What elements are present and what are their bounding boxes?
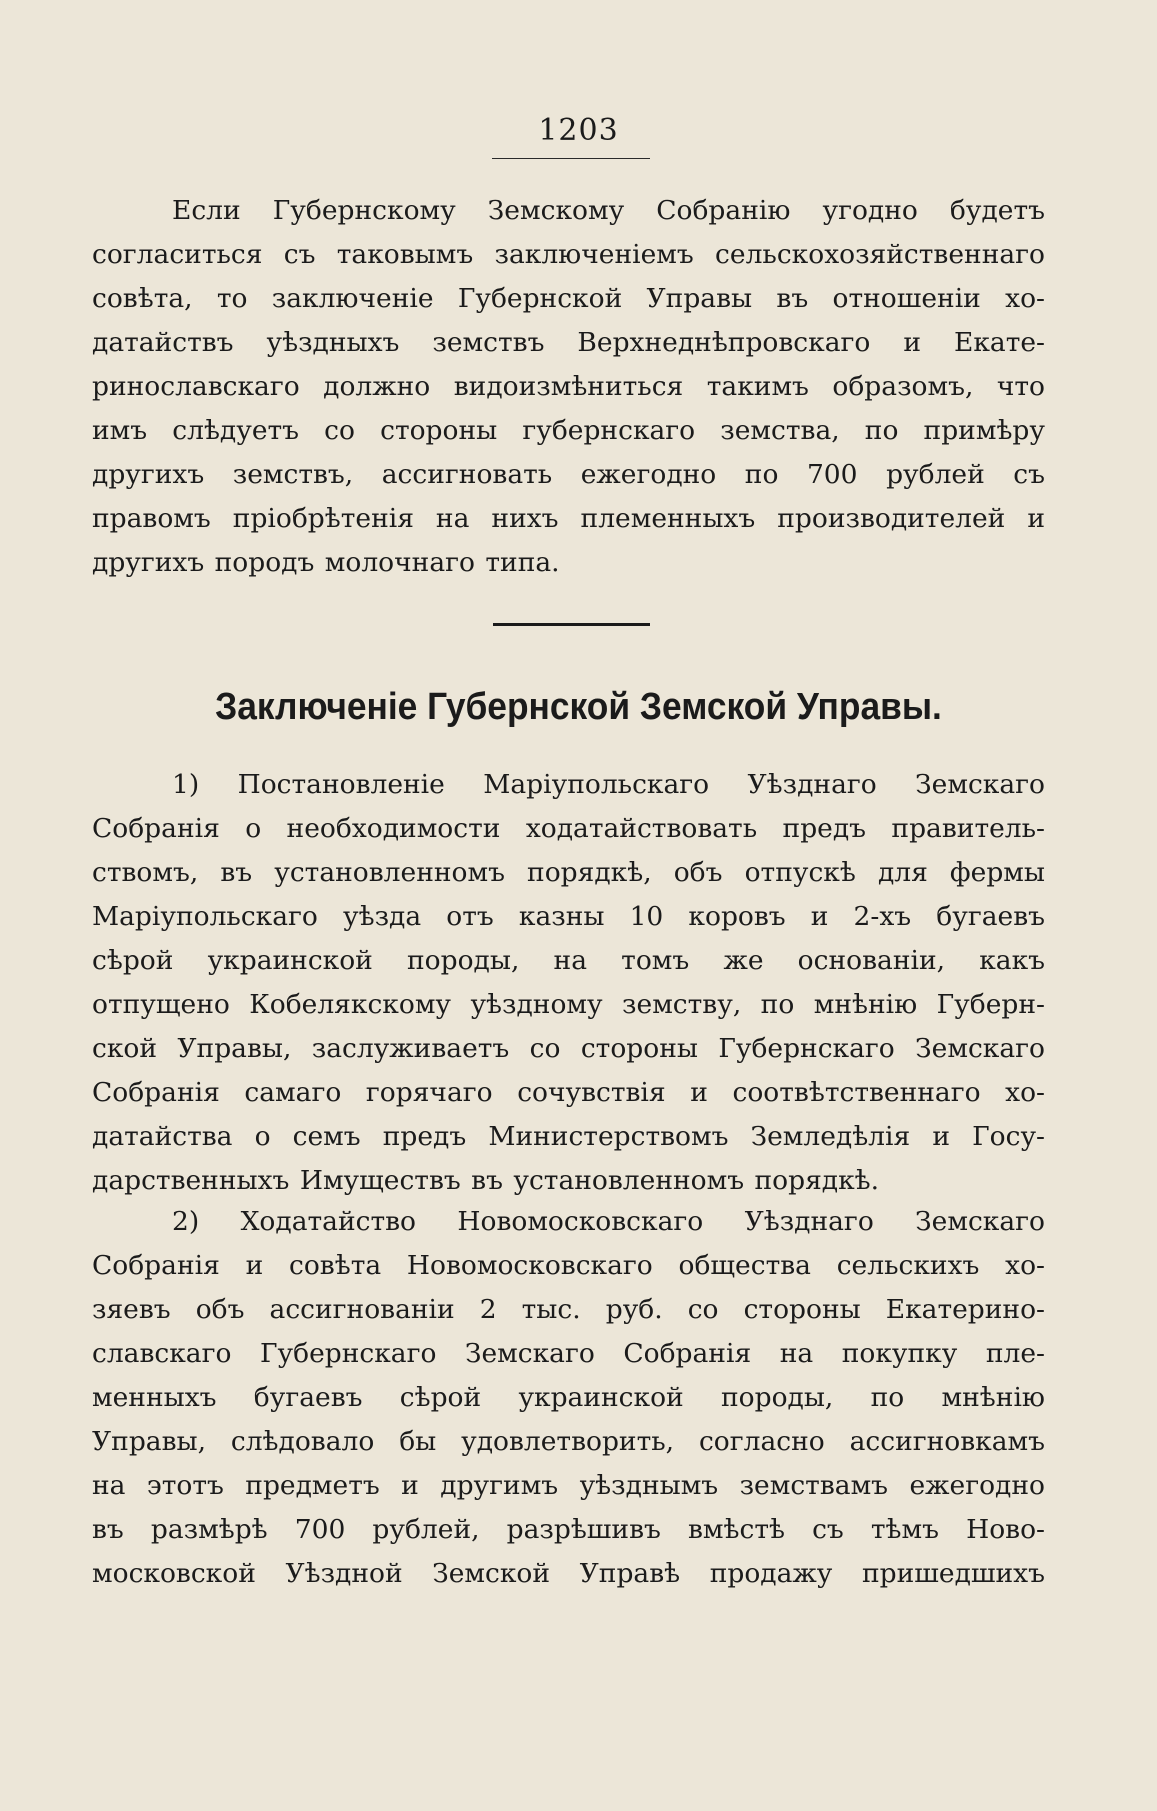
item-2-line-6: Управы, слѣдовало бы удовлетворить, согласно ассигновкамъ bbox=[92, 1426, 1045, 1457]
item-1-line-9: датайства о семъ предъ Министерствомъ Земледѣлія и Госу- bbox=[92, 1121, 1045, 1152]
item-2-line-8: въ размѣрѣ 700 рублей, разрѣшивъ вмѣстѣ съ тѣмъ Ново- bbox=[92, 1514, 1045, 1545]
item-2-line-9: московской Уѣздной Земской Управѣ продажу пришедшихъ bbox=[92, 1558, 1045, 1589]
intro-line-7: другихъ земствъ, ассигновать ежегодно по 700 рублей съ bbox=[92, 459, 1045, 490]
item-1-line-10: дарственныхъ Имуществъ въ установленномъ порядкѣ. bbox=[92, 1165, 880, 1196]
item-2-line-2: Собранія и совѣта Новомосковскаго общества сельскихъ хо- bbox=[92, 1250, 1045, 1281]
section-divider bbox=[493, 623, 650, 626]
item-1-line-3: ствомъ, въ установленномъ порядкѣ, объ отпускѣ для фермы bbox=[92, 857, 1045, 888]
intro-line-4: датайствъ уѣздныхъ земствъ Верхнеднѣпровскаго и Екате- bbox=[92, 327, 1045, 358]
item-1-line-2: Собранія о необходимости ходатайствовать предъ правитель- bbox=[92, 813, 1045, 844]
intro-line-5: ринославскаго должно видоизмѣниться такимъ образомъ, что bbox=[92, 371, 1045, 402]
intro-line-3: совѣта, то заключеніе Губернской Управы въ отношеніи хо- bbox=[92, 283, 1045, 314]
item-1-line-7: ской Управы, заслуживаетъ со стороны Губернскаго Земскаго bbox=[92, 1033, 1045, 1064]
intro-line-1: Если Губернскому Земскому Собранію угодно будетъ bbox=[172, 195, 1045, 226]
item-2-line-5: менныхъ бугаевъ сѣрой украинской породы, по мнѣнію bbox=[92, 1382, 1045, 1413]
item-1-line-5: сѣрой украинской породы, на томъ же основаніи, какъ bbox=[92, 945, 1045, 976]
intro-paragraph bbox=[92, 189, 1045, 585]
intro-line-2: согласиться съ таковымъ заключеніемъ сельскохозяйственнаго bbox=[92, 239, 1045, 270]
item-2-paragraph bbox=[92, 1200, 1045, 1596]
section-heading: Заключеніе Губернской Земской Управы. bbox=[215, 686, 942, 728]
item-2-line-3: зяевъ объ ассигнованіи 2 тыс. руб. со стороны Екатерино- bbox=[92, 1294, 1045, 1325]
intro-line-9: другихъ породъ молочнаго типа. bbox=[92, 547, 560, 578]
intro-line-6: имъ слѣдуетъ со стороны губернскаго земства, по примѣру bbox=[92, 415, 1045, 446]
item-1-line-4: Маріупольскаго уѣзда отъ казны 10 коровъ и 2-хъ бугаевъ bbox=[92, 901, 1045, 932]
item-1-line-1: 1) Постановленіе Маріупольскаго Уѣзднаго Земскаго bbox=[172, 769, 1045, 800]
intro-line-8: правомъ пріобрѣтенія на нихъ племенныхъ производителей и bbox=[92, 503, 1045, 534]
item-2-line-1: 2) Ходатайство Новомосковскаго Уѣзднаго Земскаго bbox=[172, 1206, 1045, 1237]
item-2-line-4: славскаго Губернскаго Земскаго Собранія на покупку пле- bbox=[92, 1338, 1045, 1369]
item-2-line-7: на этотъ предметъ и другимъ уѣзднымъ земствамъ ежегодно bbox=[92, 1470, 1045, 1501]
item-1-line-8: Собранія самаго горячаго сочувствія и соотвѣтственнаго хо- bbox=[92, 1077, 1045, 1108]
item-1-line-6: отпущено Кобелякскому уѣздному земству, по мнѣнію Губерн- bbox=[92, 989, 1045, 1020]
page-number-underline bbox=[492, 158, 650, 159]
item-1-paragraph bbox=[92, 763, 1045, 1203]
page-number: 1203 bbox=[538, 113, 619, 148]
